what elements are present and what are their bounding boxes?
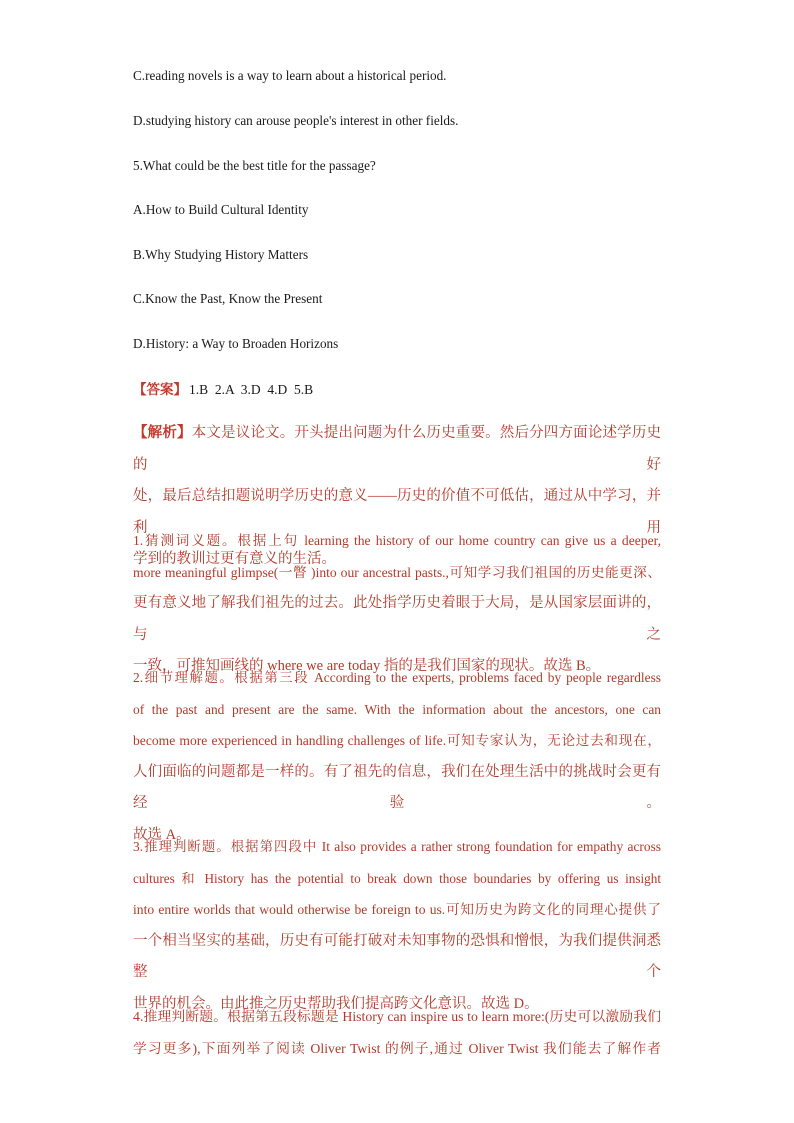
q2-line: 故选 A。 — [133, 826, 191, 843]
q4-option-c: C.reading novels is a way to learn about a historical period. — [133, 68, 447, 83]
q5-option-d: D.History: a Way to Broaden Horizons — [133, 336, 339, 351]
q3-line: into entire worlds that would otherwise be foreign to us.可知历史为跨文化的同理心提供了 — [133, 902, 661, 917]
q2-line: 2.细节理解题。根据第三段 According to the experts, problems faced by people regardless — [133, 670, 661, 685]
analysis-line: 处，最后总结扣题说明学历史的意义——历史的价值不可低估，通过从中学习，并利用 — [133, 488, 661, 536]
q1-line: more meaningful glimpse(一瞥 )into our ancestral pasts.,可知学习我们祖国的历史能更深、 — [133, 564, 661, 580]
q1-explanation — [133, 525, 661, 683]
q3-line: cultures 和 History has the potential to break down those boundaries by offering us insight — [133, 870, 661, 886]
q2-explanation — [133, 662, 661, 851]
q4-line: 4.推理判断题。根据第五段标题是 History can inspire us to learn more:(历史可以激励我们 — [133, 1009, 661, 1024]
q5-option-c: C.Know the Past, Know the Present — [133, 291, 323, 306]
q1-line: 1.猜测词义题。根据上句 learning the history of our home country can give us a deeper, — [133, 533, 661, 548]
q5-option-a: A.How to Build Cultural Identity — [133, 202, 309, 217]
q3-line: 3.推理判断题。根据第四段中 It also provides a rather strong foundation for empathy across — [133, 839, 661, 854]
q4-explanation — [133, 1001, 661, 1064]
answer-items: 1.B 2.A 3.D 4.D 5.B — [189, 382, 314, 397]
q1-line: 一致，可推知画线的 where we are today 指的是我们国家的现状。故选 B。 — [133, 658, 601, 674]
q5-option-b: B.Why Studying History Matters — [133, 247, 309, 262]
q4-line: 学习更多),下面列举了阅读 Oliver Twist 的例子,通过 Oliver Twist 我们能去了解作者 — [133, 1040, 661, 1056]
answer-label: 【答案】 — [133, 382, 187, 397]
q2-line: 人们面临的问题都是一样的。有了祖先的信息，我们在处理生活中的挑战时会更有经验。 — [133, 763, 661, 811]
q2-line: become more experienced in handling challenges of life.可知专家认为，无论过去和现在， — [133, 733, 661, 748]
analysis-line: 学到的教训过更有意义的生活。 — [133, 551, 336, 567]
q2-line: of the past and present are the same. With the information about the ancestors, one can — [133, 701, 661, 717]
q4-option-d: D.studying history can arouse people's interest in other fields. — [133, 113, 459, 128]
analysis-line: 【解析】本文是议论文。开头提出问题为什么历史重要。然后分四方面论述学历史的好 — [133, 425, 661, 473]
q3-line: 一个相当坚实的基础，历史有可能打破对未知事物的恐惧和憎恨，为我们提供洞悉整个 — [133, 932, 661, 980]
q3-line: 世界的机会。由此推之历史帮助我们提高跨文化意识。故选 D。 — [133, 995, 539, 1012]
analysis-label: 【解析】 — [133, 425, 192, 441]
q3-explanation — [133, 831, 661, 1020]
answer-line — [133, 378, 313, 398]
q1-line: 更有意义地了解我们祖先的过去。此处指学历史着眼于大局，是从国家层面讲的，与之 — [133, 595, 661, 643]
q5-question: 5.What could be the best title for the passage? — [133, 158, 376, 173]
